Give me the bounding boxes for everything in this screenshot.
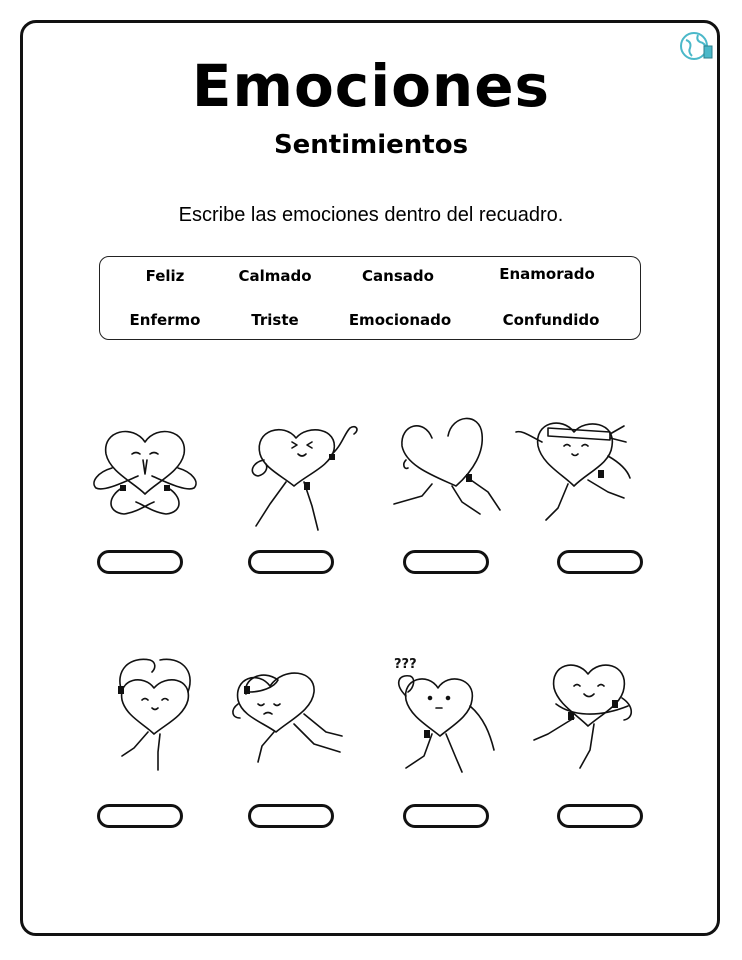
word-bank-item: Enamorado bbox=[499, 265, 595, 283]
word-bank-item: Calmado bbox=[238, 267, 312, 285]
word-bank-item: Feliz bbox=[145, 267, 185, 285]
heart-meditating-figure bbox=[88, 416, 208, 536]
answer-box[interactable] bbox=[97, 804, 183, 828]
page-subtitle: Sentimientos bbox=[273, 130, 469, 160]
word-bank-item: Triste bbox=[251, 311, 299, 329]
word-bank-item: Confundido bbox=[502, 311, 600, 329]
heart-happy-figure bbox=[528, 654, 648, 774]
answer-box[interactable] bbox=[248, 804, 334, 828]
heart-excited-figure bbox=[246, 416, 366, 536]
answer-box[interactable] bbox=[97, 550, 183, 574]
word-bank-item: Emocionado bbox=[348, 311, 452, 329]
answer-box[interactable] bbox=[248, 550, 334, 574]
heart-in-love-figure bbox=[100, 652, 220, 772]
instruction-text: Escribe las emociones dentro del recuadro. bbox=[178, 204, 564, 226]
answer-box[interactable] bbox=[557, 550, 643, 574]
heart-tired-figure bbox=[392, 408, 512, 528]
heart-running-figure bbox=[512, 412, 632, 532]
answer-box[interactable] bbox=[403, 550, 489, 574]
heart-confused-figure bbox=[384, 654, 504, 774]
word-bank-item: Cansado bbox=[362, 267, 434, 285]
answer-box[interactable] bbox=[557, 804, 643, 828]
heart-sick-figure bbox=[228, 658, 348, 778]
page-title: Emociones bbox=[191, 52, 551, 120]
svg-text:???: ??? bbox=[394, 657, 417, 672]
answer-box[interactable] bbox=[403, 804, 489, 828]
word-bank-item: Enfermo bbox=[129, 311, 201, 329]
